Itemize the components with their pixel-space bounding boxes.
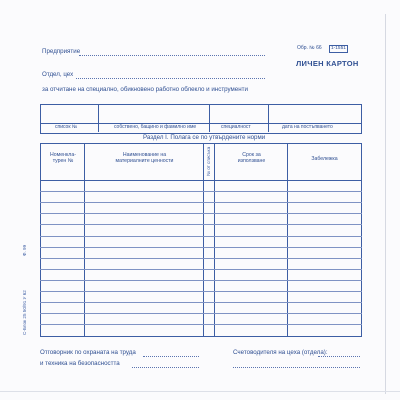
form-code-box: 1-1551 bbox=[331, 46, 346, 51]
footer-responsible-name-field bbox=[132, 367, 199, 368]
enterprise-label: Предприятие bbox=[42, 48, 81, 55]
header-standard-no: № от списъка bbox=[206, 146, 211, 176]
table-col-sep-3 bbox=[214, 143, 215, 337]
id-col-list-number: список № bbox=[55, 124, 78, 130]
id-col-sep-2 bbox=[209, 104, 210, 132]
table-row bbox=[40, 280, 362, 281]
table-row bbox=[40, 213, 362, 214]
table-col-sep-1 bbox=[84, 143, 85, 337]
table-header-divider bbox=[40, 180, 362, 181]
table-col-sep-2 bbox=[203, 143, 204, 337]
department-label: Отдел, цех bbox=[42, 71, 74, 78]
table-row bbox=[40, 191, 362, 192]
department-field bbox=[76, 78, 265, 79]
footer-accountant-name-field bbox=[233, 367, 360, 368]
id-col-full-name: собствено, бащино и фамилно име bbox=[114, 124, 197, 130]
table-row bbox=[40, 313, 362, 314]
table-row bbox=[40, 291, 362, 292]
footer-responsible-sign-field bbox=[143, 356, 199, 357]
table-row bbox=[40, 258, 362, 259]
header-period: Срок за използване bbox=[237, 152, 266, 164]
form-number-label: Обр. № 66 bbox=[297, 45, 322, 51]
id-col-sep-3 bbox=[268, 104, 269, 132]
id-col-sep-1 bbox=[98, 104, 99, 132]
header-item-name: Наименование на материалните ценности bbox=[115, 152, 174, 164]
sheet-edge bbox=[385, 14, 386, 394]
table-row bbox=[40, 302, 362, 303]
footer-accountant-sign-field bbox=[318, 356, 360, 357]
footer-responsible-line2: и техника на безопасността bbox=[40, 360, 120, 367]
table-row bbox=[40, 324, 362, 325]
footer-accountant-label: Счетоводителя на цеха (отдела): bbox=[233, 349, 328, 356]
table-row bbox=[40, 269, 362, 270]
section-heading: Раздел I. Полага се по утвърдените норми bbox=[143, 134, 266, 141]
enterprise-field bbox=[79, 55, 265, 56]
side-note-bottom: С-Блок 25 50/91 У 62 bbox=[22, 290, 27, 335]
id-col-specialty: специалност bbox=[221, 124, 251, 130]
id-col-start-date: дата на постъпването bbox=[282, 124, 333, 130]
table-row bbox=[40, 236, 362, 237]
footer-responsible-line1: Отговорник по охраната на труда bbox=[40, 349, 136, 356]
side-note-top: Ф. 99 bbox=[22, 244, 27, 256]
header-note: Забележка bbox=[311, 156, 338, 162]
table-row bbox=[40, 247, 362, 248]
table-row bbox=[40, 224, 362, 225]
form-title: ЛИЧЕН КАРТОН bbox=[296, 59, 359, 68]
table-row bbox=[40, 202, 362, 203]
sheet-bottom-edge bbox=[0, 391, 400, 392]
table-col-sep-4 bbox=[287, 143, 288, 337]
header-nomenclature: Номенкла- турен № bbox=[50, 152, 76, 164]
purpose-line: за отчитане на специално, обикновено работно облекло и инструменти bbox=[42, 86, 248, 93]
items-table bbox=[40, 143, 362, 337]
